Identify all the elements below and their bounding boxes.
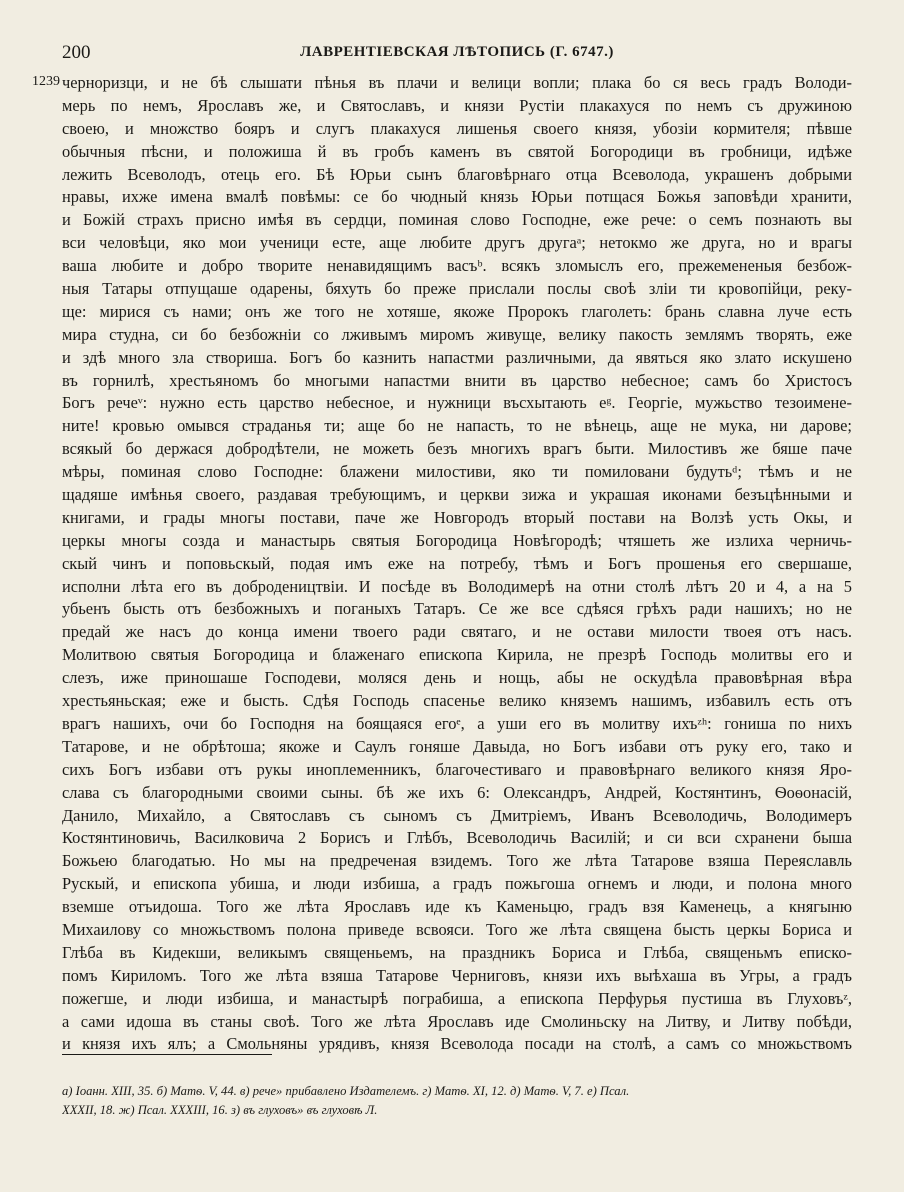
footnote-rule xyxy=(62,1054,272,1055)
text-line: пожегше, и люди избиша, и манастырѣ пограбиша, а епископа Перфурья пустиша въ Глуховъᶻ, xyxy=(62,988,852,1008)
text-line: вземше отъидоша. Того же лѣта Ярославъ иде къ Каменьцю, градъ взя Каменець, а княгыню xyxy=(62,897,852,917)
text-line: убьенъ бысть отъ безбожныхъ и поганыхъ Татаръ. Се же все сдѣяся грѣхъ ради нашихъ; но не xyxy=(62,599,852,619)
text-line: слезъ, иже приношаше Господеви, моляся день и нощь, абы не оскудѣла правовѣрная вѣра xyxy=(62,668,852,688)
text-line: слава съ благородными своими сыны. бѣ же ихъ 6: Олександръ, Андрей, Костянтинъ, Ѳоѳонасій, xyxy=(62,782,852,802)
text-line: щадяше имѣнья своего, раздавая требующимъ, и церкви зижа и украшая иконами безъцѣнными и xyxy=(62,485,852,505)
text-line: церкы многы созда и манастырь святыя Богородица Новѣгородѣ; чтяшеть же излиха черничь- xyxy=(62,530,852,550)
page-header xyxy=(62,40,852,66)
text-line: Глѣба въ Кидекши, великымъ священьемъ, на праздникъ Бориса и Глѣба, священьмъ еписко- xyxy=(62,942,852,962)
text-line: а сами идоша въ станы своѣ. Того же лѣта Ярославъ иде Смолиньску на Литву, и Литву побѣди, xyxy=(62,1011,852,1031)
text-line: Костянтиновичь, Василковича 2 Борисъ и Глѣбъ, Всеволодичь Василій; и си вси схранени быша xyxy=(62,828,852,848)
text-line: сихъ Богъ избави отъ рукы иноплеменникъ, благочестиваго и правовѣрнаго великого князя Яро- xyxy=(62,759,852,779)
text-line: врагъ нашихъ, очи бо Господня на боящаяся егоᵉ, а уши его въ молитву ихъᶻʰ: гониша по нихъ xyxy=(62,713,852,733)
text-line: своею, и множство бояръ и слугъ плакахуся лишенья своего князя, убозіи кормителя; пѣвше xyxy=(62,118,852,138)
text-line: въ горнилѣ, хрестьяномъ бо многыми напастми внити въ царство небесное; самъ бо Христосъ xyxy=(62,370,852,390)
text-line: ните! кровью омывся страданья ти; аще бо не напасть, то не вѣнець, аще не мука, ни дарове; xyxy=(62,416,852,436)
text-line: мѣры, поминая слово Господне: блажени милостиви, яко ти помиловани будутьᵈ; тѣмъ и не xyxy=(62,462,852,482)
text-line: помъ Кириломъ. Того же лѣта взяша Татарове Черниговъ, князи ихъ выѣхаша въ Угры, а градъ xyxy=(62,965,852,985)
year-marker: 1239 xyxy=(32,74,60,89)
text-line: всякый бо держася добродѣтели, не можеть безъ многихъ врагъ быти. Милостивъ же бяше паче xyxy=(62,439,852,459)
text-line: лежить Всеволодъ, отець его. Бѣ Юрьи сынъ благовѣрнаго отца Всеволода, украшенъ добрыми xyxy=(62,164,852,184)
text-line: предай же насъ до конца имени твоего ради святаго, и не остави милости твоея отъ насъ. xyxy=(62,622,852,642)
footnote-line: XXXII, 18. ж) Псал. XXXIII, 16. з) въ глуховъ» въ глуховѣ Л. xyxy=(62,1103,378,1117)
text-line: скый чинъ и поповьскый, подая имъ еже на потребу, тѣмъ и Богъ прошенья его свершаше, xyxy=(62,553,852,573)
text-line: мерь по немъ, Ярославъ же, и Святославъ, и князи Рустіи плакахуся по немъ съ дружиною xyxy=(62,95,852,115)
text-line: Данило, Михайло, а Святославъ съ сыномъ съ Дмитріемъ, Иванъ Всеволодичь, Володимеръ xyxy=(62,805,852,825)
text-line: и князя ихъ ялъ; а Смольняны урядивъ, князя Всеволода посади на столѣ, а самъ со множьствомъ xyxy=(62,1034,852,1054)
text-line: черноризци, и не бѣ слышати пѣнья въ плачи и велици вопли; плака бо ся весь градъ Володи- xyxy=(62,73,852,92)
text-line: книгами, и грады многы постави, паче же Новгородъ вторый постави на Волзѣ усть Окы, и xyxy=(62,507,852,527)
footnotes xyxy=(62,1082,852,1120)
text-line: ще: мирися съ нами; онъ же того не хотяше, якоже Пророкъ глаголеть: брань славна луче есть xyxy=(62,301,852,321)
text-line: и здѣ много зла створиша. Богъ бо казнить напастми различными, да явяться яко злато искушено xyxy=(62,347,852,367)
chronicle-text xyxy=(62,72,852,1056)
text-line: Молитвою святыя Богородица и блаженаго епископа Кирила, не презрѣ Господь молитвы его и xyxy=(62,645,852,665)
text-line: и Божій страхъ присно имѣя въ сердци, поминая слово Господне, еже рече: о семъ познають вы xyxy=(62,210,852,230)
text-line: Божьею благодатью. Но мы на предреченая взидемъ. Того же лѣта Татарове взяша Переяславль xyxy=(62,851,852,871)
text-line: Михаилову со множьствомъ полона приведе всвояси. Того же лѣта священа бысть церкы Бориса и xyxy=(62,919,852,939)
text-line: мира студна, си бо безбожніи со лживымъ миромъ живуще, велику пакость землямъ творять, еже xyxy=(62,324,852,344)
text-line: Богъ речеᵛ: нужно есть царство небесное, и нужници въсхытають еᵍ. Георгіе, мужьство тезоимене- xyxy=(62,393,852,413)
running-title: ЛАВРЕНТІЕВСКАЯ ЛѢТОПИСЬ (Г. 6747.) xyxy=(300,44,614,60)
text-line: ныя Татары отпущаше одарены, бяхуть бо преже прислали послы своѣ зліи ти кровопійци, реку- xyxy=(62,279,852,299)
text-line: вси человѣци, яко мои ученици есте, аще любите другъ другаᵃ; нетокмо же друга, но и врагы xyxy=(62,233,852,253)
text-line: Татарове, и не обрѣтоша; якоже и Саулъ гоняше Давыда, но Богъ избави отъ руку его, тако и xyxy=(62,736,852,756)
text-line: нравы, ихже имена вмалѣ повѣмы: се бо чюдный князь Юрьи потщася Божья заповѣди хранити, xyxy=(62,187,852,207)
text-line: Рускый, и епископа убиша, и люди избиша, а градъ пожьгоша огнемъ и люди, и полона много xyxy=(62,874,852,894)
text-line: исполни лѣта его въ добродеництвіи. И посѣде въ Володимерѣ на отни столѣ лѣтъ 20 и 4, а на 5 xyxy=(62,576,852,596)
text-line: ваша любите и добро творите ненавидящимъ васъᵇ. всякъ зломыслъ его, прежемененыя безбож- xyxy=(62,256,852,276)
text-line: обычныя пѣсни, и положиша й въ гробъ каменъ въ святой Богородици въ гробници, идѣже xyxy=(62,141,852,161)
text-line: хрестьяньская; еже и бысть. Сдѣя Господь спасенье велико княземъ нашимъ, избавилъ есть отъ xyxy=(62,691,852,711)
page-number: 200 xyxy=(62,42,91,63)
footnote-line: а) Іоанн. XIII, 35. б) Матѳ. V, 44. в) рече» прибавлено Издателемъ. г) Матѳ. XI, 12. д) Матѳ. V, 7. е) Псал. xyxy=(62,1084,630,1098)
